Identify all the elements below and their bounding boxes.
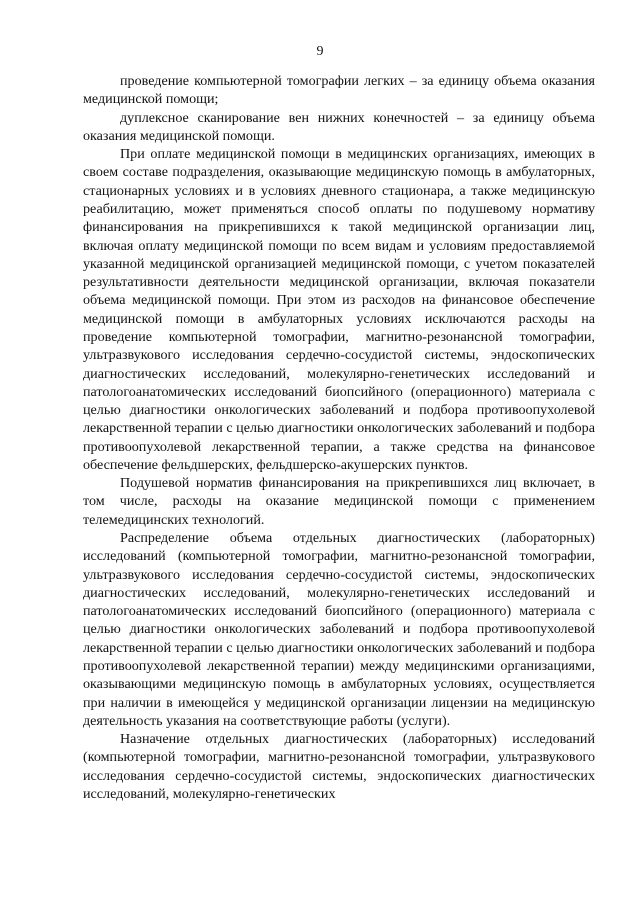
paragraph: При оплате медицинской помощи в медицинских организациях, имеющих в своем составе подразделения, оказывающие медицинскую помощь в амбулаторных, стационарных условиях и в условиях дневного стационара, а также медицинскую реабилитацию, может применяться способ оплаты по подушевому нормативу финансирования на прикрепившихся к такой медицинской организации лиц, включая оплату медицинской помощи по всем видам и условиям предоставляемой указанной медицинской организацией медицинской помощи, с учетом показателей результативности деятельности медицинской организации, включая показатели объема медицинской помощи. При этом из расходов на финансовое обеспечение медицинской помощи в амбулаторных условиях исключаются расходы на проведение компьютерной томографии, магнитно-резонансной томографии, ультразвукового исследования сердечно-сосудистой системы, эндоскопических диагностических исследований, молекулярно-генетических исследований и патологоанатомических исследований биопсийного (операционного) материала с целью диагностики онкологических заболеваний и подбора противоопухолевой лекарственной терапии с целью диагностики онкологических заболеваний и подбора противоопухолевой лекарственной терапии, а также средства на финансовое обеспечение фельдшерских, фельдшерско-акушерских пунктов.: [83, 146, 595, 473]
document-body: [83, 72, 595, 803]
page-number: 9: [316, 44, 324, 59]
paragraph: дуплексное сканирование вен нижних конечностей – за единицу объема оказания медицинской помощи.: [83, 109, 595, 144]
paragraph: проведение компьютерной томографии легких – за единицу объема оказания медицинской помощи;: [83, 73, 595, 108]
paragraph: Распределение объема отдельных диагностических (лабораторных) исследований (компьютерной томографии, магнитно-резонансной томографии, ультразвукового исследования сердечно-сосудистой системы, эндоскопических диагностических исследований, молекулярно-генетических исследований и патологоанатомических исследований биопсийного (операционного) материала с целью диагностики онкологических заболеваний и подбора противоопухолевой лекарственной терапии с целью диагностики онкологических заболеваний и подбора противоопухолевой лекарственной терапии) между медицинскими организациями, оказывающими медицинскую помощь в амбулаторных условиях, осуществляется при наличии в имеющейся у медицинской организации лицензии на медицинскую деятельность указания на соответствующие работы (услуги).: [83, 530, 595, 729]
paragraph: Подушевой норматив финансирования на прикрепившихся лиц включает, в том числе, расходы на оказание медицинской помощи с применением телемедицинских технологий.: [83, 475, 595, 528]
paragraph: Назначение отдельных диагностических (лабораторных) исследований (компьютерной томографии, магнитно-резонансной томографии, ультразвукового исследования сердечно-сосудистой системы, эндоскопических диагностических исследований, молекулярно-генетических: [83, 731, 595, 802]
